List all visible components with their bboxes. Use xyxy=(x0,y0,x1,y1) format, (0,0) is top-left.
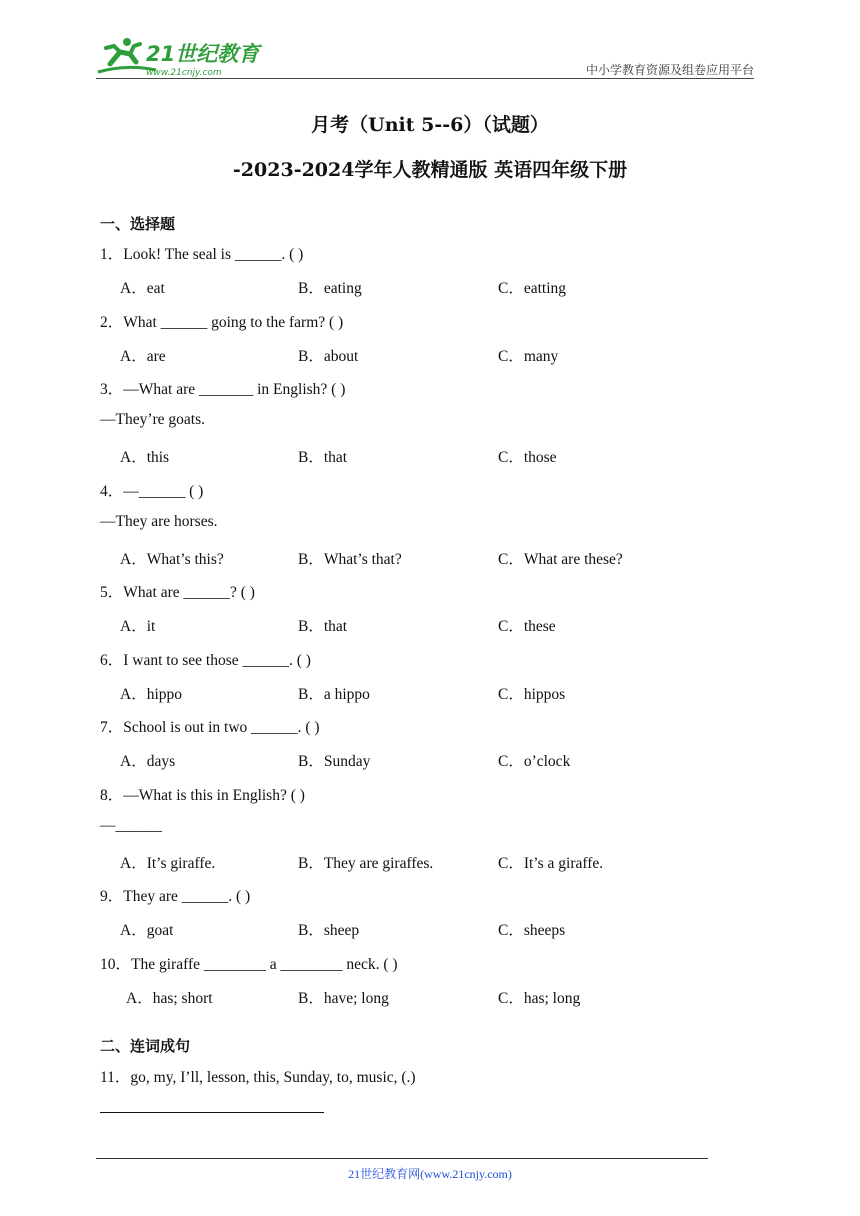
option-a: A．it xyxy=(120,618,156,635)
page-subtitle: -2023-2024学年人教精通版 英语四年级下册 xyxy=(232,159,628,181)
svg-text:www.21cnjy.com: www.21cnjy.com xyxy=(146,68,222,78)
question-stem: 3．—What are _______ in English? ( ) xyxy=(100,381,346,398)
question-stem: 4．—______ ( ) xyxy=(100,483,204,500)
option-b: B．about xyxy=(298,348,359,365)
option-b: B．eating xyxy=(298,280,362,297)
option-b: B．Sunday xyxy=(298,753,371,770)
question-stem: 10．The giraffe ________ a ________ neck. ( ) xyxy=(100,956,398,973)
option-a: A．hippo xyxy=(120,686,183,703)
option-c: C．hippos xyxy=(498,686,566,703)
option-c: C．It’s a giraffe. xyxy=(498,855,604,872)
option-a: A．eat xyxy=(120,280,165,297)
question-stem: 8．—What is this in English? ( ) xyxy=(100,787,305,804)
option-a: A．What’s this? xyxy=(120,551,224,568)
option-b: B．that xyxy=(298,449,348,466)
section-heading-sentence: 二、连词成句 xyxy=(100,1037,191,1055)
question-response: —They are horses. xyxy=(100,513,218,530)
option-b: B．They are giraffes. xyxy=(298,855,434,872)
answer-blank[interactable] xyxy=(100,1112,324,1113)
option-a: A．this xyxy=(120,449,170,466)
header-divider xyxy=(96,78,754,79)
option-b: B．sheep xyxy=(298,922,360,939)
option-c: C．those xyxy=(498,449,557,466)
question-response: —______ xyxy=(100,817,162,834)
option-a: A．has; short xyxy=(126,990,213,1007)
footer-divider xyxy=(96,1158,708,1159)
question-stem: 7．School is out in two ______. ( ) xyxy=(100,719,320,736)
option-c: C．o’clock xyxy=(498,753,571,770)
option-c: C．eatting xyxy=(498,280,567,297)
option-c: C．these xyxy=(498,618,556,635)
option-b: B．have; long xyxy=(298,990,389,1007)
question-stem: 11．go, my, I’ll, lesson, this, Sunday, to, music, (.) xyxy=(100,1069,416,1086)
question-stem: 1．Look! The seal is ______. ( ) xyxy=(100,246,304,263)
option-c: C．many xyxy=(498,348,559,365)
question-response: —They’re goats. xyxy=(100,411,206,428)
option-a: A．It’s giraffe. xyxy=(120,855,216,872)
option-c: C．has; long xyxy=(498,990,581,1007)
option-b: B．that xyxy=(298,618,348,635)
page-title: 月考（Unit 5--6）（试题） xyxy=(311,114,549,136)
option-a: A．days xyxy=(120,753,176,770)
question-stem: 2．What ______ going to the farm? ( ) xyxy=(100,314,344,331)
question-stem: 9．They are ______. ( ) xyxy=(100,888,251,905)
question-stem: 6．I want to see those ______. ( ) xyxy=(100,652,311,669)
option-c: C．sheeps xyxy=(498,922,566,939)
option-b: B．What’s that? xyxy=(298,551,402,568)
section-heading-choice: 一、选择题 xyxy=(100,215,176,233)
option-a: A．are xyxy=(120,348,166,365)
site-logo xyxy=(96,34,266,78)
platform-name: 中小学教育资源及组卷应用平台 xyxy=(585,63,754,77)
svg-text:21世纪教育: 21世纪教育 xyxy=(146,42,260,66)
option-a: A．goat xyxy=(120,922,174,939)
option-c: C．What are these? xyxy=(498,551,623,568)
option-b: B．a hippo xyxy=(298,686,370,703)
question-stem: 5．What are ______? ( ) xyxy=(100,584,255,601)
footer-link[interactable]: 21世纪教育网(www.21cnjy.com) xyxy=(348,1167,512,1181)
